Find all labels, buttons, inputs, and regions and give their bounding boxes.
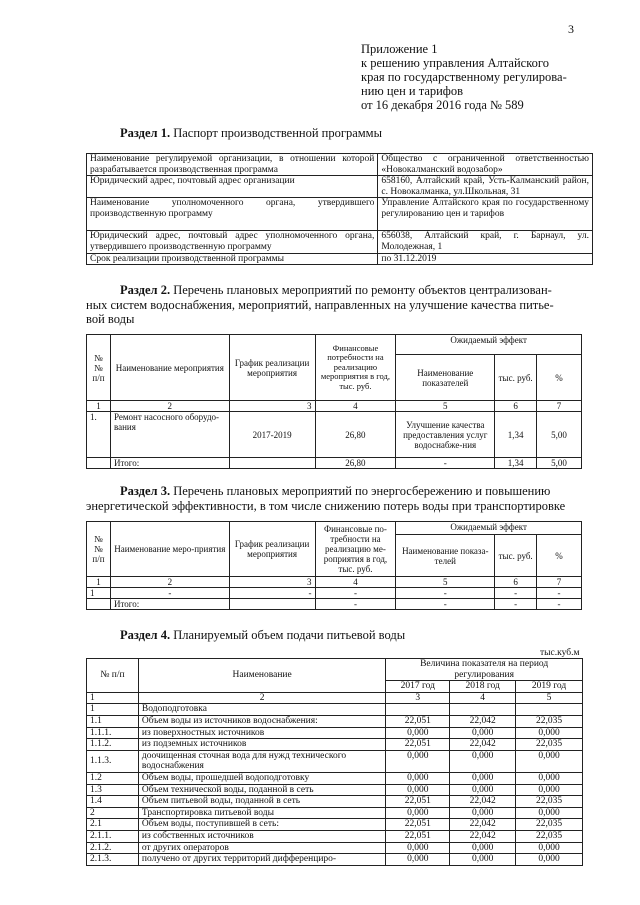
row-thousand: 1,34 [495,412,537,458]
row-value: 0,000 [450,750,516,772]
row-value: 0,000 [516,727,583,739]
passport-label: Наименование регулируемой организации, в отношении которой разрабатывается производственная программа [87,154,378,176]
table-row [87,842,583,854]
column-number: 5 [396,401,495,412]
row-indicator: - [396,588,495,599]
row-value: 0,000 [386,727,450,739]
row-num: 1.1 [87,715,139,727]
row-value: 22,035 [516,819,583,831]
row-value: 22,051 [386,796,450,808]
row-num: 2.1.1. [87,830,139,842]
header-num: №№ п/п [87,522,111,577]
row-value [516,704,583,716]
row-name: Объем питьевой воды, поданной в сеть [138,796,385,808]
header-finance: Финансовые потребности на реализацию мероприятия в год, тыс. руб. [315,335,396,401]
column-number: 1 [87,401,111,412]
repair-plan-table [86,334,582,469]
row-percent: - [537,588,582,599]
row-num: 1 [87,704,139,716]
total-percent: - [537,599,582,610]
row-value: 22,042 [450,819,516,831]
row-num: 1.2 [87,772,139,784]
header-thousand: тыс. руб. [495,535,537,577]
annex-line: края по государственному регулирова- [361,70,567,84]
row-value: 0,000 [450,842,516,854]
annex-line: нию цен и тарифов [361,84,464,98]
row-value: 22,035 [516,796,583,808]
passport-row [87,154,593,176]
column-numbers-row [87,692,583,704]
header-effect: Ожидаемый эффект [396,335,582,355]
row-name: Транспортировка питьевой воды [138,807,385,819]
row-name: Объем воды, поступившей в сеть: [138,819,385,831]
row-schedule: - [229,588,315,599]
total-finance: - [315,599,396,610]
table-row [87,739,583,751]
row-name: - [110,588,229,599]
table-row [87,830,583,842]
row-value: 22,035 [516,739,583,751]
header-schedule: График реализации мероприятия [229,522,315,577]
row-finance: 26,80 [315,412,396,458]
passport-row [87,198,593,231]
column-number: 3 [229,577,315,588]
row-num: 2.1.3. [87,854,139,866]
row-num: 1. [87,412,111,458]
row-value: 0,000 [450,772,516,784]
column-number: 4 [450,692,516,704]
table-row [87,819,583,831]
row-value: 0,000 [386,772,450,784]
row-value: 22,051 [386,715,450,727]
total-indicator: - [396,458,495,469]
header-year: 2018 год [450,681,516,693]
column-numbers-row [87,577,582,588]
section2-heading-line: Перечень плановых мероприятий по ремонту объектов централизован- [170,283,552,297]
row-indicator: Улучшение качества предоставления услуг водоснабже-ния [396,412,495,458]
row-value [450,704,516,716]
column-number: 6 [495,577,537,588]
row-name: Ремонт насосного оборудо-вания [110,412,229,458]
row-num: 2 [87,807,139,819]
row-num: 1.1.1. [87,727,139,739]
row-name: Объем технической воды, поданной в сеть [138,784,385,796]
header-indicator: Наименование показа-телей [396,535,495,577]
table-row [87,727,583,739]
passport-value: Управление Алтайского края по государственному регулированию цен и тарифов [378,198,593,231]
column-number: 5 [396,577,495,588]
row-thousand: - [495,588,537,599]
row-value: 22,051 [386,830,450,842]
row-percent: 5,00 [537,412,582,458]
row-finance: - [315,588,396,599]
row-value: 0,000 [516,842,583,854]
column-number: 5 [516,692,583,704]
row-value: 22,042 [450,715,516,727]
header-name: Наименование [138,659,385,693]
column-number: 4 [315,401,396,412]
row-name: из подземных источников [138,739,385,751]
header-period: Величина показателя на период регулирования [386,659,583,681]
column-number: 3 [229,401,315,412]
total-row [87,458,582,469]
table-row [87,807,583,819]
header-name: Наименование меро-приятия [110,522,229,577]
row-value: 0,000 [386,807,450,819]
header-effect: Ожидаемый эффект [396,522,582,535]
row-name: Объем воды из источников водоснабжения: [138,715,385,727]
row-schedule: 2017-2019 [229,412,315,458]
row-value: 22,035 [516,830,583,842]
row-value: 0,000 [516,854,583,866]
column-number: 4 [315,577,396,588]
header-finance: Финансовые по-требности на реализацию ме-роприятия в год, тыс. руб. [315,522,396,577]
row-value: 0,000 [386,784,450,796]
row-name: получено от других территорий дифференциро- [138,854,385,866]
column-number: 1 [87,692,139,704]
header-schedule: График реализации мероприятия [229,335,315,401]
total-finance: 26,80 [315,458,396,469]
column-number: 7 [537,577,582,588]
row-value: 0,000 [450,854,516,866]
column-number: 1 [87,577,111,588]
passport-label: Наименование уполномоченного органа, утвердившего производственную программу [87,198,378,231]
row-value: 22,042 [450,796,516,808]
section1-heading [120,126,382,141]
column-numbers-row [87,401,582,412]
column-number: 2 [110,401,229,412]
section3-heading [86,484,596,513]
passport-row [87,253,593,265]
table-row [87,784,583,796]
table-row [87,854,583,866]
row-name: из собственных источников [138,830,385,842]
passport-label: Юридический адрес, почтовый адрес организации [87,176,378,198]
passport-value: по 31.12.2019 [378,253,593,265]
row-name: Объем воды, прошедшей водоподготовку [138,772,385,784]
row-value: 0,000 [450,784,516,796]
passport-row [87,231,593,253]
section2-heading-bold: Раздел 2. [120,283,171,297]
total-label: Итого: [110,458,229,469]
section4-heading-text: Планируемый объем подачи питьевой воды [170,628,406,642]
header-num: № п/п [87,659,139,693]
table-row [87,750,583,772]
annex-block [361,42,611,112]
section1-heading-text: Паспорт производственной программы [170,126,382,140]
passport-label: Юридический адрес, почтовый адрес уполномоченного органа, утвердившего производственную программу [87,231,378,253]
header-indicator: Наименование показателей [396,355,495,401]
row-num: 1.1.3. [87,750,139,772]
section4-heading [120,628,405,643]
row-name: доочищенная сточная вода для нужд технического водоснабжения [138,750,385,772]
total-indicator: - [396,599,495,610]
total-percent: 5,00 [537,458,582,469]
energy-saving-table [86,521,582,610]
row-value: 0,000 [516,750,583,772]
row-value: 0,000 [386,854,450,866]
total-thousand: - [495,599,537,610]
section2-heading-line: вой воды [86,312,135,326]
column-number: 7 [537,401,582,412]
row-value: 22,035 [516,715,583,727]
row-value: 22,042 [450,739,516,751]
section3-heading-bold: Раздел 3. [120,484,171,498]
table-row [87,715,583,727]
header-percent: % [537,355,582,401]
section2-heading [86,283,596,327]
section1-heading-bold: Раздел 1. [120,126,171,140]
table-row [87,412,582,458]
row-value: 0,000 [516,772,583,784]
section3-heading-line: Перечень плановых мероприятий по энергосбережению и повышению [170,484,551,498]
water-supply-table [86,658,583,866]
passport-table [86,153,593,265]
annex-line: к решению управления Алтайского [361,56,549,70]
page-number: 3 [568,22,574,36]
table-row [87,796,583,808]
unit-label: тыс.куб.м [540,648,580,658]
header-year: 2017 год [386,681,450,693]
column-number: 3 [386,692,450,704]
row-value: 0,000 [516,784,583,796]
section2-heading-line: ных систем водоснабжения, мероприятий, направленных на улучшение качества питье- [86,297,554,312]
column-number: 2 [110,577,229,588]
header-name: Наименование мероприятия [110,335,229,401]
row-value: 22,042 [450,830,516,842]
row-name: из поверхностных источников [138,727,385,739]
row-name: Водоподготовка [138,704,385,716]
section4-heading-bold: Раздел 4. [120,628,171,642]
row-num: 2.1.2. [87,842,139,854]
header-thousand: тыс. руб. [495,355,537,401]
header-percent: % [537,535,582,577]
row-num: 1 [87,588,111,599]
passport-row [87,176,593,198]
table-row [87,772,583,784]
table-row [87,704,583,716]
row-value: 22,051 [386,739,450,751]
row-num: 1.3 [87,784,139,796]
header-num: №№ п/п [87,335,111,401]
total-label: Итого: [110,599,229,610]
table-row [87,588,582,599]
annex-line: Приложение 1 [361,42,438,56]
total-row [87,599,582,610]
row-value: 0,000 [386,750,450,772]
row-value: 0,000 [450,727,516,739]
row-value: 0,000 [450,807,516,819]
annex-line: от 16 декабря 2016 года № 589 [361,98,524,112]
row-num: 1.1.2. [87,739,139,751]
column-number: 6 [495,401,537,412]
row-value [386,704,450,716]
section3-heading-line: энергетической эффективности, в том числе снижению потерь воды при транспортировке [86,498,566,513]
row-num: 1.4 [87,796,139,808]
row-name: от других операторов [138,842,385,854]
passport-value: 658160, Алтайский край, Усть-Калманский район, с. Новокалманка, ул.Школьная, 31 [378,176,593,198]
row-value: 22,051 [386,819,450,831]
row-num: 2.1 [87,819,139,831]
passport-label: Срок реализации производственной программы [87,253,378,265]
total-thousand: 1,34 [495,458,537,469]
header-year: 2019 год [516,681,583,693]
row-value: 0,000 [386,842,450,854]
passport-value: 656038, Алтайский край, г. Барнаул, ул. Молодежная, 1 [378,231,593,253]
passport-value: Общество с ограниченной ответственностью «Новокалманский водозабор» [378,154,593,176]
row-value: 0,000 [516,807,583,819]
column-number: 2 [138,692,385,704]
